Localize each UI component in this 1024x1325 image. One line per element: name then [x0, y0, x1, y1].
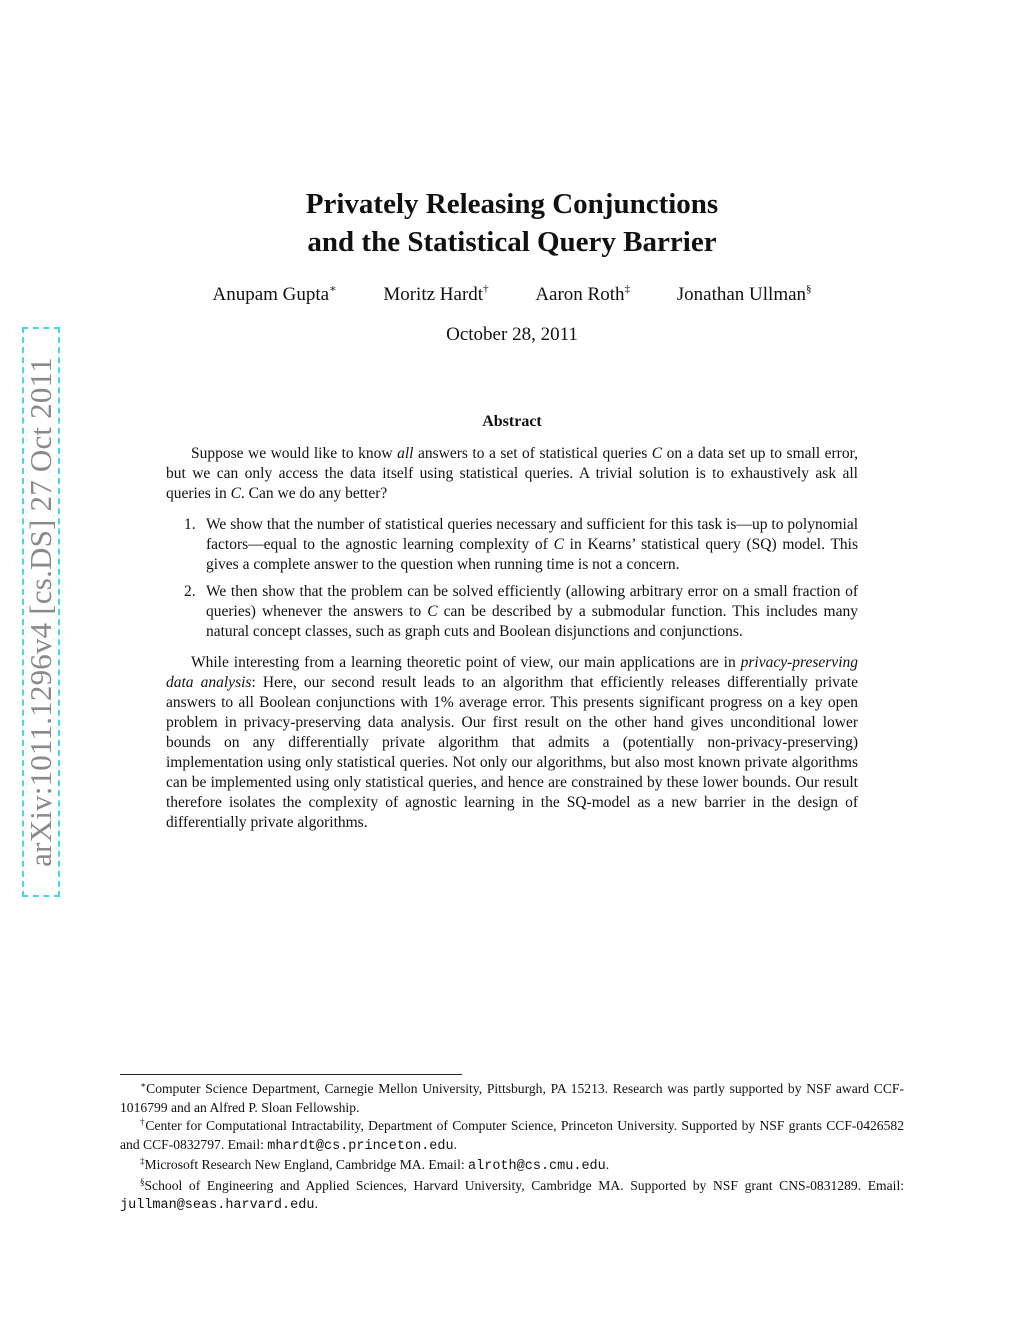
footnotes — [120, 1080, 904, 1216]
footnote: ‡Microsoft Research New England, Cambridge MA. Email: alroth@cs.cmu.edu. — [140, 1156, 610, 1174]
footnote-mark: ‡ — [140, 1156, 145, 1166]
author — [535, 282, 630, 308]
author — [383, 282, 488, 308]
abstract-paragraph-1: Suppose we would like to know all answers to a set of statistical queries C on a data set up to small error, but we can only access the data itself using statistical queries. A trivial solution is to exhaustively ask all queries in C. Can we do any better? — [166, 445, 858, 502]
paper-title — [0, 185, 1024, 261]
author-list — [0, 282, 1024, 308]
footnote: †Center for Computational Intractability, Department of Computer Science, Princeton University. Supported by NSF grants CCF-0426582 and CCF-0832797. Email: mhardt@cs.princeton.edu. — [120, 1117, 904, 1154]
footnote: ∗Computer Science Department, Carnegie Mellon University, Pittsburgh, PA 15213. Research was partly supported by NSF award CCF-1016799 and an Alfred P. Sloan Fellowship. — [120, 1080, 904, 1115]
list-item: 1. We show that the number of statistical queries necessary and sufficient for this task is—up to polynomial factors—equal to the agnostic learning complexity of C in Kearns’ statistical query (SQ) model. This gives a complete answer to the question when running time is not a concern. — [184, 516, 858, 573]
paper-date: October 28, 2011 — [446, 324, 578, 345]
footnote-divider — [120, 1074, 462, 1075]
abstract-body — [166, 444, 858, 833]
email-link[interactable]: alroth@cs.cmu.edu — [468, 1159, 606, 1174]
title-line-1: Privately Releasing Conjunctions — [305, 188, 719, 220]
footnote-mark: ∗ — [140, 1080, 147, 1090]
author-name: Aaron Roth — [535, 284, 625, 305]
abstract-results-list — [166, 515, 858, 642]
title-line-2: and the Statistical Query Barrier — [307, 226, 717, 258]
email-link[interactable]: jullman@seas.harvard.edu — [120, 1198, 315, 1213]
abstract-paragraph-2: While interesting from a learning theoretic point of view, our main applications are in privacy-preserving data analysis: Here, our second result leads to an algorithm that efficiently releases differentially private answers to all Boolean conjunctions with 1% average error. This presents significant progress on a key open problem in privacy-preserving data analysis. Our first result on the other hand gives unconditional lower bounds on any differentially private algorithm that admits a (potentially non-privacy-preserving) implementation using only statistical queries. Not only our algorithms, but also most known private algorithms can be implemented using only statistical queries, and hence are constrained by these lower bounds. Our result therefore isolates the complexity of agnostic learning in the SQ-model as a new barrier in the design of differentially private algorithms. — [166, 654, 858, 831]
author-name: Moritz Hardt — [383, 284, 484, 305]
footnote-mark: § — [140, 1176, 145, 1187]
author-footnote-mark: † — [483, 283, 489, 295]
list-item: 2. We then show that the problem can be solved efficiently (allowing arbitrary error on a small fraction of queries) whenever the answers to C can be described by a submodular function. This includes many natural concept classes, such as graph cuts and Boolean disjunctions and conjunctions. — [184, 583, 858, 640]
email-link[interactable]: mhardt@cs.princeton.edu — [267, 1138, 454, 1154]
footnote: §School of Engineering and Applied Sciences, Harvard University, Cambridge MA. Supported by NSF grant CNS-0831289. Email: jullman@seas.harvard.edu. — [120, 1176, 904, 1213]
arxiv-identifier: arXiv:1011.1296v4 [cs.DS] 27 Oct 2011 — [23, 357, 58, 867]
author-name: Anupam Gupta — [212, 284, 330, 305]
author — [212, 282, 336, 308]
list-number: 1. — [184, 516, 196, 533]
abstract-heading: Abstract — [482, 413, 542, 430]
footnote-mark: † — [140, 1117, 146, 1127]
author-name: Jonathan Ullman — [676, 284, 807, 305]
author — [677, 282, 812, 308]
author-footnote-mark: ∗ — [329, 283, 337, 295]
list-number: 2. — [184, 583, 196, 600]
author-footnote-mark: ‡ — [624, 283, 630, 295]
author-footnote-mark: § — [806, 283, 812, 295]
